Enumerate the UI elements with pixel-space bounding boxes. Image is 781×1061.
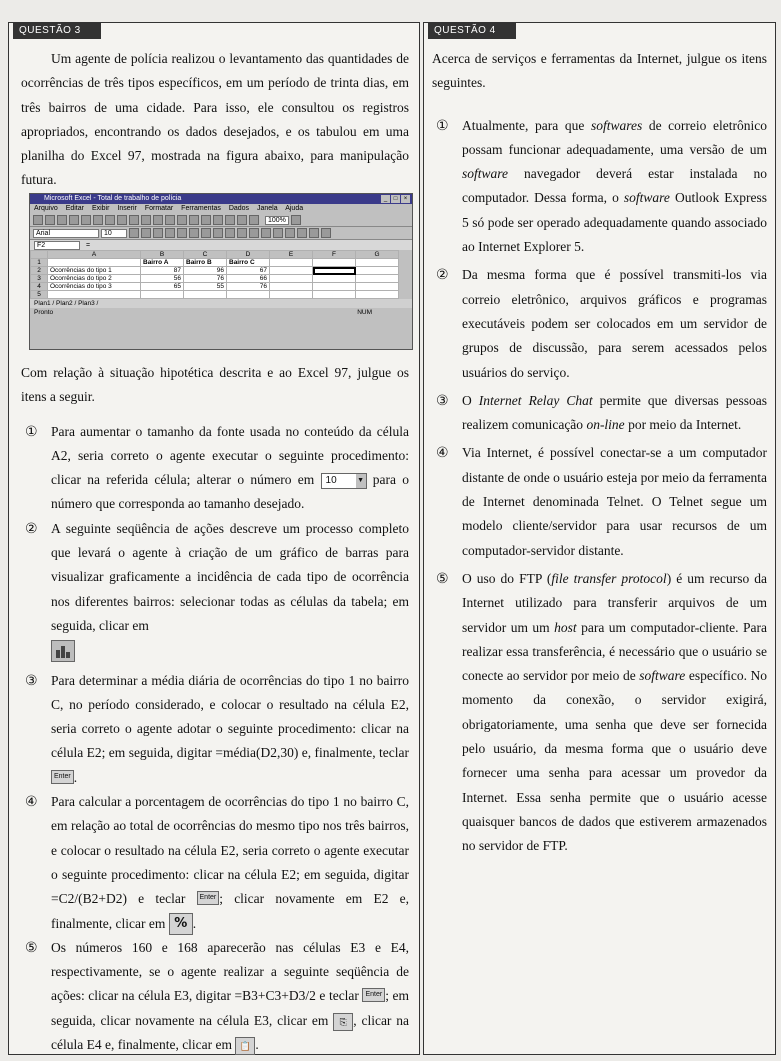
row-header[interactable]: 5: [31, 291, 48, 299]
cell[interactable]: [270, 259, 313, 267]
cell[interactable]: 56: [141, 275, 184, 283]
question-3-panel: [8, 22, 420, 1055]
cell[interactable]: Bairro B: [184, 259, 227, 267]
menu-inserir[interactable]: Inserir: [117, 205, 137, 212]
num-indicator: NUM: [357, 309, 372, 316]
paste-icon[interactable]: [129, 215, 139, 225]
item-number: ⑤: [436, 570, 449, 587]
font-size-box: 10 ▼: [321, 473, 367, 489]
row-header[interactable]: 2: [31, 267, 48, 275]
item-number: ③: [436, 392, 449, 409]
item-3-5: ⑤ Os números 160 e 168 aparecerão nas células E3 e E4, respectivamente, se o agente realizar a seguinte seqüência de ações: clicar na célula E3, digitar =B3+C3+D3/2 e teclar Enter ; em seguida, clicar novamente na célula E3, clicar em ⎘ , clicar na célula E4 e, finalmente, clicar em 📋 .: [21, 936, 409, 1057]
indent-icon[interactable]: [273, 228, 283, 238]
merge-icon[interactable]: [201, 228, 211, 238]
cell[interactable]: [141, 291, 184, 299]
item-4-3: ③ O Internet Relay Chat permite que diversas pessoas realizem comunicação on-line por meio da Internet.: [432, 389, 767, 438]
enter-key-icon: Enter: [362, 988, 385, 1002]
cell[interactable]: 76: [227, 283, 270, 291]
align-right-icon[interactable]: [189, 228, 199, 238]
question-4-tag: QUESTÃO 4: [428, 22, 516, 39]
item-number: ①: [25, 423, 38, 440]
increase-decimal-icon[interactable]: [249, 228, 259, 238]
bold-icon[interactable]: [129, 228, 139, 238]
spreadsheet-grid: [30, 250, 399, 299]
align-center-icon[interactable]: [177, 228, 187, 238]
item-number: ②: [436, 267, 449, 284]
cell[interactable]: [270, 291, 313, 299]
row-header[interactable]: 4: [31, 283, 48, 291]
cell[interactable]: [356, 275, 399, 283]
cut-icon[interactable]: [105, 215, 115, 225]
name-box[interactable]: F2: [34, 241, 80, 250]
cell[interactable]: Ocorrências do tipo 2: [48, 275, 141, 283]
cell[interactable]: [48, 291, 141, 299]
corner-cell[interactable]: [31, 251, 48, 259]
percent-icon[interactable]: [225, 228, 235, 238]
menu-formatar[interactable]: Formatar: [144, 205, 174, 212]
cell[interactable]: [313, 275, 356, 283]
excel-title: Microsoft Excel - Total de trabalho de polícia: [44, 195, 182, 202]
italic-icon[interactable]: [141, 228, 151, 238]
currency-icon[interactable]: [213, 228, 223, 238]
item-number: ④: [25, 794, 38, 811]
paste-icon: 📋: [235, 1037, 255, 1055]
spelling-icon[interactable]: [93, 215, 103, 225]
undo-icon[interactable]: [141, 215, 151, 225]
cell[interactable]: 87: [141, 267, 184, 275]
menu-arquivo[interactable]: Arquivo: [34, 205, 58, 212]
drawing-icon[interactable]: [249, 215, 259, 225]
item-4-2: ② Da mesma forma que é possível transmiti-los via correio eletrônico, arquivos gráficos e programas executáveis podem ser colocados em um servidor de grupos de discussão, para serem acessados pelos usuários do serviço.: [432, 263, 767, 384]
item-number: ②: [25, 520, 38, 537]
function-icon[interactable]: [189, 215, 199, 225]
percent-style-icon: %: [169, 913, 193, 935]
cell[interactable]: 55: [184, 283, 227, 291]
align-left-icon[interactable]: [165, 228, 175, 238]
question-3-prompt: Com relação à situação hipotética descrita e ao Excel 97, julgue os itens a seguir.: [21, 365, 409, 405]
status-text: Pronto: [34, 309, 54, 316]
item-number: ①: [436, 117, 449, 134]
cell[interactable]: [48, 259, 141, 267]
standard-toolbar: [30, 214, 412, 227]
print-icon[interactable]: [69, 215, 79, 225]
cell[interactable]: [356, 267, 399, 275]
question-3-intro: Um agente de polícia realizou o levantamento das quantidades de ocorrências de três tipos específicos, em um período de trinta dias, em três bairros de uma cidade. Para isso, ele consultou os registros apropriados, encontrando os dados desejados, e os tabulou em uma planilha do Excel 97, mostrada na figura abaixo, para manipulação futura.: [21, 51, 409, 188]
menu-ferramentas[interactable]: Ferramentas: [181, 205, 221, 212]
menu-exibir[interactable]: Exibir: [91, 205, 110, 212]
close-icon[interactable]: ×: [401, 195, 410, 203]
excel-menubar: [30, 204, 412, 214]
format-toolbar: [30, 227, 412, 240]
autosum-icon[interactable]: [177, 215, 187, 225]
cell[interactable]: [313, 259, 356, 267]
enter-key-icon: Enter: [197, 891, 220, 905]
item-number: ⑤: [25, 939, 38, 956]
item-number: ④: [436, 445, 449, 462]
menu-editar[interactable]: Editar: [65, 205, 84, 212]
help-icon[interactable]: [291, 215, 301, 225]
equals-icon[interactable]: =: [86, 241, 91, 249]
comma-icon[interactable]: [237, 228, 247, 238]
row-header[interactable]: 1: [31, 259, 48, 267]
col-header[interactable]: B: [141, 251, 184, 259]
col-header[interactable]: D: [227, 251, 270, 259]
excel-window: [29, 193, 413, 350]
question-3-tag: QUESTÃO 3: [13, 22, 101, 39]
col-header[interactable]: E: [270, 251, 313, 259]
map-icon[interactable]: [237, 215, 247, 225]
dropdown-arrow-icon: ▼: [356, 474, 366, 488]
status-bar: [30, 308, 412, 317]
hyperlink-icon[interactable]: [165, 215, 175, 225]
copy-icon: ⎘: [333, 1013, 353, 1031]
item-4-1: ① Atualmente, para que softwares de correio eletrônico possam funcionar adequadamente, uma versão de um software navegador deverá estar instalada no computador. Dessa forma, o software Outlook Express 5 só pode ser operado adequadamente quando associado ao Internet Explorer 5.: [432, 114, 767, 260]
copy-icon[interactable]: [117, 215, 127, 225]
menu-dados[interactable]: Dados: [228, 205, 250, 212]
enter-key-icon: Enter: [51, 770, 74, 784]
sheet-tabs[interactable]: Plan1 / Plan2 / Plan3 /: [30, 299, 412, 308]
cell[interactable]: [270, 275, 313, 283]
excel-titlebar: [30, 194, 412, 204]
open-icon[interactable]: [45, 215, 55, 225]
col-header[interactable]: A: [48, 251, 141, 259]
zoom-select[interactable]: 100%: [265, 216, 289, 225]
cell[interactable]: Bairro A: [141, 259, 184, 267]
formula-bar: [30, 240, 412, 250]
question-4-intro: Acerca de serviços e ferramentas da Internet, julgue os itens seguintes.: [432, 51, 767, 91]
cell[interactable]: 65: [141, 283, 184, 291]
question-4-body: [432, 47, 767, 859]
font-color-icon[interactable]: [321, 228, 331, 238]
cell[interactable]: Ocorrências do tipo 3: [48, 283, 141, 291]
sort-desc-icon[interactable]: [213, 215, 223, 225]
col-header[interactable]: G: [356, 251, 399, 259]
outdent-icon[interactable]: [285, 228, 295, 238]
menu-ajuda[interactable]: Ajuda: [285, 205, 304, 212]
col-header[interactable]: C: [184, 251, 227, 259]
cell[interactable]: [356, 291, 399, 299]
item-4-4: ④ Via Internet, é possível conectar-se a um computador distante de onde o usuário esteja por meio da ferramenta de Internet denominada Telnet. O Telnet segue um modelo cliente/servidor para usar recursos de um computador-servidor distante.: [432, 441, 767, 562]
col-header[interactable]: F: [313, 251, 356, 259]
decrease-decimal-icon[interactable]: [261, 228, 271, 238]
cell[interactable]: 76: [184, 275, 227, 283]
cell[interactable]: [227, 291, 270, 299]
sort-asc-icon[interactable]: [201, 215, 211, 225]
cell[interactable]: Ocorrências do tipo 1: [48, 267, 141, 275]
menu-janela[interactable]: Janela: [257, 205, 278, 212]
cell[interactable]: 96: [184, 267, 227, 275]
save-icon[interactable]: [57, 215, 67, 225]
question-4-panel: [423, 22, 776, 1055]
item-4-5: ⑤ O uso do FTP (file transfer protocol) é um recurso da Internet utilizado para transferir arquivos de um servidor um um host para um computador-cliente. Para realizar essa transferência, é necessário que o usuário se conecte ao servidor por meio de software específico. No momento da conexão, o servidor exigirá, obrigatoriamente, uma senha que deve ser fornecida pelo usuário, da mesma forma que o usuário deve fornecer uma senha para acessar um provedor da Internet. Essa senha permite que o usuário acesse quaisquer bancos de dados que estiverem armazenados no servidor de FTP.: [432, 567, 767, 859]
underline-icon[interactable]: [153, 228, 163, 238]
cell[interactable]: [313, 283, 356, 291]
row-header[interactable]: 3: [31, 275, 48, 283]
chart-wizard-icon[interactable]: [225, 215, 235, 225]
cell[interactable]: [270, 283, 313, 291]
minimize-icon[interactable]: _: [381, 195, 390, 203]
font-size-select[interactable]: 10: [101, 229, 127, 238]
selected-cell[interactable]: [313, 267, 356, 275]
new-icon[interactable]: [33, 215, 43, 225]
cell[interactable]: [184, 291, 227, 299]
cell[interactable]: [356, 259, 399, 267]
borders-icon[interactable]: [297, 228, 307, 238]
chart-wizard-icon: [51, 640, 75, 662]
item-3-2: ② A seguinte seqüência de ações descreve um processo completo que levará o agente à criação de um gráfico de barras para visualizar graficamente a incidência de cada tipo de ocorrência nos diferentes bairros: selecionar todas as células da tabela; em seguida, clicar em: [21, 517, 409, 663]
cell[interactable]: Bairro C: [227, 259, 270, 267]
preview-icon[interactable]: [81, 215, 91, 225]
fill-color-icon[interactable]: [309, 228, 319, 238]
cell[interactable]: [313, 291, 356, 299]
item-3-3: ③ Para determinar a média diária de ocorrências do tipo 1 no bairro C, no período considerado, e colocar o resultado na célula E2, seria correto o agente adotar o seguinte procedimento: clicar na célula E2; em seguida, digitar =média(D2,30) e, finalmente, teclar Enter .: [21, 669, 409, 790]
item-3-1: ① Para aumentar o tamanho da fonte usada no conteúdo da célula A2, seria correto o agente executar o seguinte procedimento: clicar na referida célula; alterar o número em 10 ▼ para o número que corresponda ao tamanho desejado.: [21, 420, 409, 517]
item-3-4: ④ Para calcular a porcentagem de ocorrências do tipo 1 no bairro C, em relação ao total de ocorrências do mesmo tipo nos três bairros, e colocar o resultado na célula E2, seria correto o agente executar o seguinte procedimento: clicar na célula E2; em seguida, digitar =C2/(B2+D2) e teclar Enter ; clicar novamente em E2 e, finalmente, clicar em % .: [21, 790, 409, 936]
font-select[interactable]: Arial: [33, 229, 99, 238]
maximize-icon[interactable]: □: [391, 195, 400, 203]
cell[interactable]: 67: [227, 267, 270, 275]
redo-icon[interactable]: [153, 215, 163, 225]
question-3-body: [21, 361, 409, 1057]
cell[interactable]: [356, 283, 399, 291]
cell[interactable]: [270, 267, 313, 275]
item-number: ③: [25, 672, 38, 689]
cell[interactable]: 66: [227, 275, 270, 283]
